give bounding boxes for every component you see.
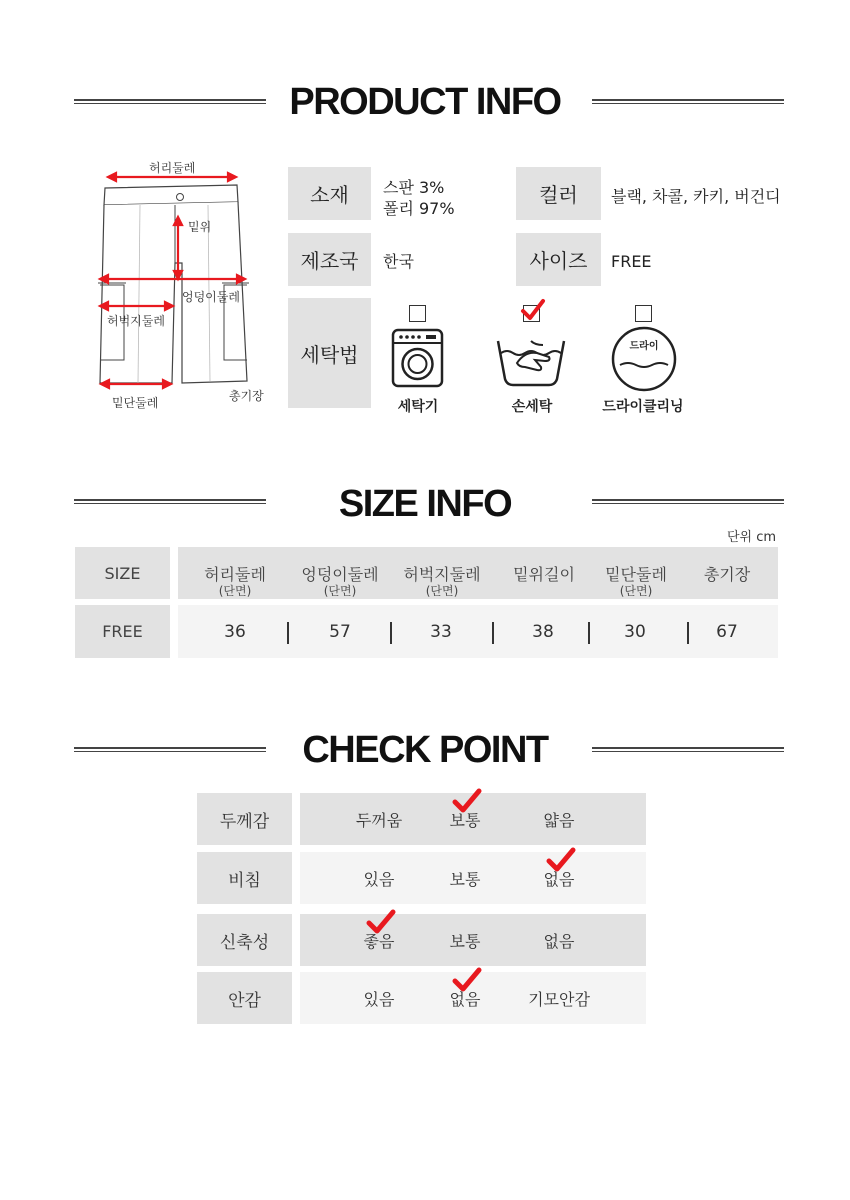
size-col-hip: [288, 562, 392, 598]
value-divider: [588, 622, 590, 644]
selected-check-icon: [366, 909, 396, 935]
col-name: 총기장: [703, 565, 751, 584]
checkpoint-option: 보통: [449, 870, 481, 889]
size-value-thigh: 33: [430, 622, 452, 642]
size-col-length: [677, 562, 777, 585]
washing-machine-icon: [391, 328, 444, 388]
checkpoint-option: 보통: [449, 811, 481, 830]
size-value-rise: 38: [532, 622, 554, 642]
checkpoint-row-sheerness: [300, 852, 646, 904]
origin-label: 제조국: [288, 233, 371, 286]
origin-value: 한국: [383, 252, 414, 271]
color-value: 블랙, 차콜, 카키, 버건디: [611, 187, 781, 206]
col-name: 엉덩이둘레: [301, 565, 379, 584]
material-value: [383, 177, 455, 219]
size-info-header: [0, 474, 850, 534]
selected-check-icon: [452, 788, 482, 814]
header-rule-right: [592, 499, 784, 504]
col-sub: (단면): [619, 584, 653, 598]
selected-check-icon: [546, 847, 576, 873]
section-title: SIZE INFO: [338, 483, 512, 525]
checkpoint-option: 없음: [543, 870, 575, 889]
value-divider: [390, 622, 392, 644]
size-value-hip: 57: [329, 622, 351, 642]
header-rule-right: [592, 747, 784, 752]
check-point-header: [0, 720, 850, 780]
col-name: 밑단둘레: [605, 565, 667, 584]
hand-wash-icon: [495, 333, 567, 388]
size-label: 사이즈: [516, 233, 601, 286]
dry-clean-label: 드라이클리닝: [602, 399, 684, 415]
diagram-label-waist: 허리둘레: [149, 161, 196, 175]
checkpoint-row-stretch: [300, 914, 646, 966]
checkpoint-label-thickness: 두께감: [197, 793, 292, 845]
size-value: FREE: [611, 252, 652, 271]
material-spandex: 스판 3%: [383, 178, 445, 197]
col-sub: (단면): [425, 584, 459, 598]
product-info-header: [0, 72, 850, 132]
wash-machine-checkbox: [409, 305, 426, 322]
dry-clean-badge: 드라이: [629, 341, 659, 352]
size-col-thigh: [390, 562, 494, 598]
color-label: 컬러: [516, 167, 601, 220]
hand-wash-check-icon: [520, 298, 546, 322]
col-name: 허리둘레: [204, 565, 266, 584]
checkpoint-option: 보통: [449, 932, 481, 951]
size-col-rise: [494, 562, 594, 585]
size-row-label: FREE: [75, 605, 170, 658]
wash-label: 세탁법: [288, 298, 371, 408]
size-value-length: 67: [716, 622, 738, 642]
shorts-sketch-icon: [90, 155, 280, 415]
checkpoint-option: 없음: [449, 990, 481, 1009]
dry-clean-icon: [610, 325, 678, 393]
section-title: PRODUCT INFO: [289, 81, 561, 123]
header-rule-right: [592, 99, 784, 104]
checkpoint-option: 좋음: [363, 932, 395, 951]
size-col-hem: [586, 562, 686, 598]
diagram-label-hem: 밑단둘레: [112, 396, 159, 410]
diagram-label-length: 총기장: [229, 389, 264, 403]
checkpoint-option: 있음: [363, 990, 395, 1009]
selected-check-icon: [452, 967, 482, 993]
size-value-hem: 30: [624, 622, 646, 642]
size-value-waist: 36: [224, 622, 246, 642]
col-name: 밑위길이: [513, 565, 575, 584]
size-col-waist: [185, 562, 285, 598]
material-poly: 폴리 97%: [383, 199, 455, 218]
checkpoint-option: 얇음: [543, 811, 575, 830]
diagram-label-hip: 엉덩이둘레: [182, 290, 240, 304]
diagram-label-thigh: 허벅지둘레: [107, 314, 165, 328]
section-title: CHECK POINT: [302, 729, 548, 771]
checkpoint-label-lining: 안감: [197, 972, 292, 1024]
checkpoint-label-stretch: 신축성: [197, 914, 292, 966]
dry-clean-checkbox: [635, 305, 652, 322]
checkpoint-option: 두꺼움: [355, 811, 403, 830]
material-label: 소재: [288, 167, 371, 220]
size-header-label: SIZE: [75, 547, 170, 599]
hand-wash-label: 손세탁: [511, 399, 553, 415]
checkpoint-label-sheerness: 비침: [197, 852, 292, 904]
wash-machine-label: 세탁기: [397, 399, 439, 415]
col-name: 허벅지둘레: [403, 565, 481, 584]
col-sub: (단면): [218, 584, 252, 598]
value-divider: [492, 622, 494, 644]
size-unit: 단위 cm: [727, 530, 777, 545]
col-sub: (단면): [323, 584, 357, 598]
value-divider: [287, 622, 289, 644]
diagram-label-rise: 밑위: [188, 220, 212, 234]
shorts-diagram: [90, 155, 280, 415]
checkpoint-option: 있음: [363, 870, 395, 889]
checkpoint-option: 기모안감: [528, 990, 590, 1009]
checkpoint-option: 없음: [543, 932, 575, 951]
